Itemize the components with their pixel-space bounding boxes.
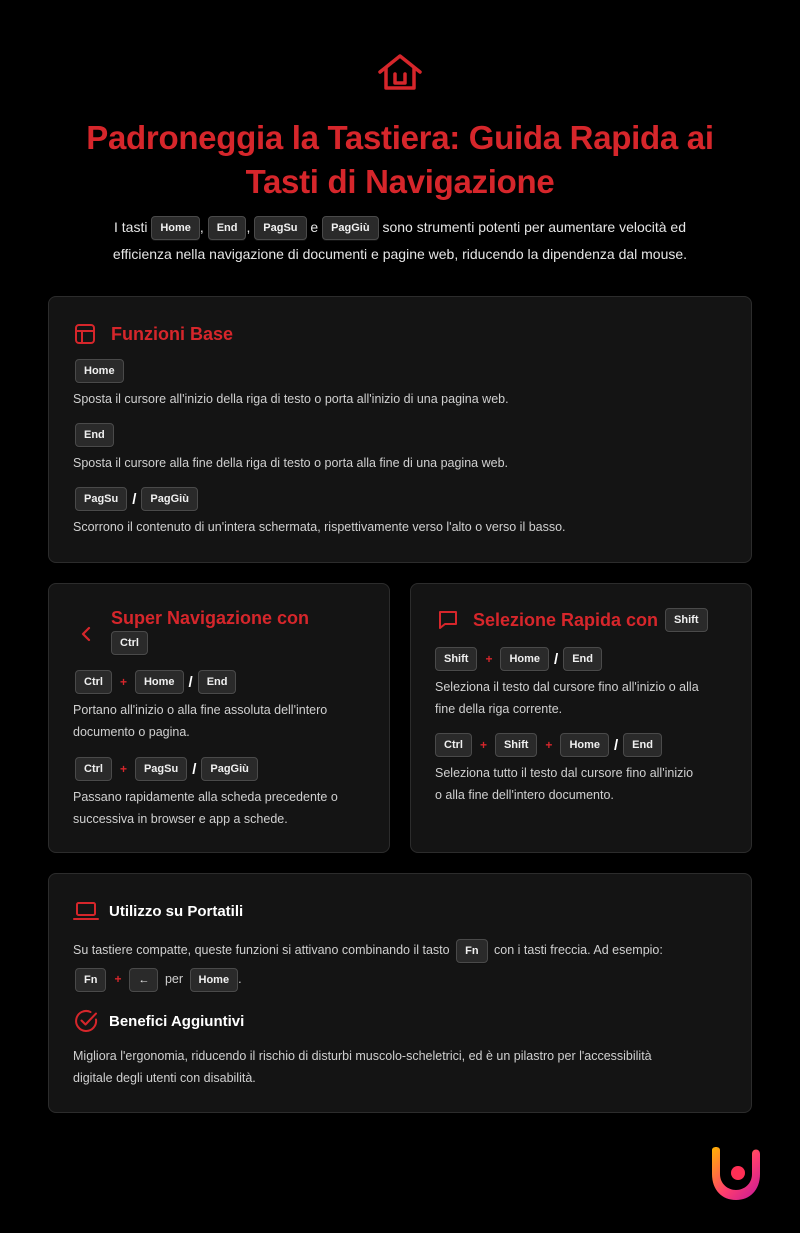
key-shift: Shift bbox=[665, 608, 707, 632]
benefits-title: Benefici Aggiuntivi bbox=[109, 1012, 245, 1030]
key-paggiu: PagGiù bbox=[201, 757, 258, 781]
key-ctrl: Ctrl bbox=[75, 757, 112, 781]
key-home: Home bbox=[135, 670, 184, 694]
selection-desc-1: Seleziona il testo dal cursore fino all'inizio o alla fine della riga corrente. bbox=[435, 680, 699, 716]
key-home: Home bbox=[560, 733, 609, 757]
key-ctrl: Ctrl bbox=[75, 670, 112, 694]
basics-title: Funzioni Base bbox=[111, 323, 234, 344]
window-icon bbox=[73, 322, 97, 346]
key-home: Home bbox=[75, 359, 124, 383]
key-pagsu: PagSu bbox=[254, 216, 306, 240]
key-fn: Fn bbox=[75, 968, 106, 992]
laptop-icon bbox=[73, 900, 99, 922]
page-title: Padroneggia la Tastiera: Guida Rapida ai Tasti di Navigazione bbox=[86, 119, 714, 200]
basics-card: Funzioni Base Home Sposta il cursore all'inizio della riga di testo o porta all'inizio di una pagina web. End Sposta il cursore alla fine della riga di testo o porta alla fine di una pagina web. PagSu / PagGiù Scorrono il contenuto di un'intera schermata, rispettivamente verso l'alto o verso il basso. bbox=[48, 296, 752, 563]
selection-title: Selezione Rapida con bbox=[473, 609, 659, 630]
super-nav-desc-1: Portano all'inizio o alla fine assoluta dell'intero documento o pagina. bbox=[73, 703, 328, 739]
basics-desc-home: Sposta il cursore all'inizio della riga di testo o porta all'inizio di una pagina web. bbox=[73, 392, 509, 406]
key-shift: Shift bbox=[495, 733, 537, 757]
tips-card bbox=[48, 873, 752, 1113]
key-end: End bbox=[208, 216, 247, 240]
key-home: Home bbox=[190, 968, 239, 992]
message-square-icon bbox=[437, 609, 459, 631]
key-arrow-left: ← bbox=[129, 968, 158, 992]
key-end: End bbox=[563, 647, 602, 671]
super-nav-desc-2: Passano rapidamente alla scheda precedente o successiva in browser e app a schede. bbox=[73, 790, 338, 826]
key-pagsu: PagSu bbox=[135, 757, 187, 781]
home-icon bbox=[376, 52, 424, 92]
key-home: Home bbox=[151, 216, 200, 240]
key-shift: Shift bbox=[435, 647, 477, 671]
brand-logo bbox=[708, 1144, 764, 1202]
basics-desc-end: Sposta il cursore alla fine della riga di testo o porta alla fine di una pagina web. bbox=[73, 456, 508, 470]
selection-desc-2: Seleziona tutto il testo dal cursore fino all'inizio o alla fine dell'intero documento. bbox=[435, 766, 694, 802]
super-nav-title: Super Navigazione con bbox=[111, 608, 310, 628]
super-nav-card: Super Navigazione con Ctrl Ctrl + Home / End Portano all'inizio o alla fine assoluta dell'intero documento o pagina. Ctrl + PagSu / PagGiù Passano rapidamente alla scheda precedente o successiva in browser e app a schede. bbox=[48, 583, 390, 853]
basics-desc-pages: Scorrono il contenuto di un'intera schermata, rispettivamente verso l'alto o verso il basso. bbox=[73, 520, 566, 534]
key-paggiu: PagGiù bbox=[322, 216, 379, 240]
key-end: End bbox=[623, 733, 662, 757]
laptop-text: Su tastiere compatte, queste funzioni si attivano combinando il tasto Fn con i tasti freccia. Ad esempio: Fn + ← per Home . bbox=[73, 936, 733, 994]
key-end: End bbox=[198, 670, 237, 694]
key-pagsu: PagSu bbox=[75, 487, 127, 511]
key-ctrl: Ctrl bbox=[435, 733, 472, 757]
key-home: Home bbox=[500, 647, 549, 671]
check-circle-icon bbox=[73, 1008, 99, 1034]
key-ctrl: Ctrl bbox=[111, 631, 148, 655]
laptop-title: Utilizzo su Portatili bbox=[109, 902, 244, 920]
benefits-text: Migliora l'ergonomia, riducendo il rischio di disturbi muscolo-scheletrici, ed è un pilastro per l'accessibilità digitale degli utenti con disabilità. bbox=[73, 1049, 652, 1085]
selection-card: Selezione Rapida con Shift Shift + Home / End Seleziona il testo dal cursore fino all'inizio o alla fine della riga corrente. Ctrl + Shift + Home / End Seleziona tutto il testo dal cursore fino all'inizio o alla fine dell'intero documento. bbox=[410, 583, 752, 853]
key-paggiu: PagGiù bbox=[141, 487, 198, 511]
chevron-left-icon bbox=[77, 624, 97, 644]
intro-text: I tasti Home , End , PagSu e PagGiù sono strumenti potenti per aumentare velocità ed efficienza nella navigazione di documenti e pagine web, riducendo la dipendenza dal mouse. bbox=[60, 214, 740, 268]
key-fn: Fn bbox=[456, 939, 487, 963]
key-end: End bbox=[75, 423, 114, 447]
